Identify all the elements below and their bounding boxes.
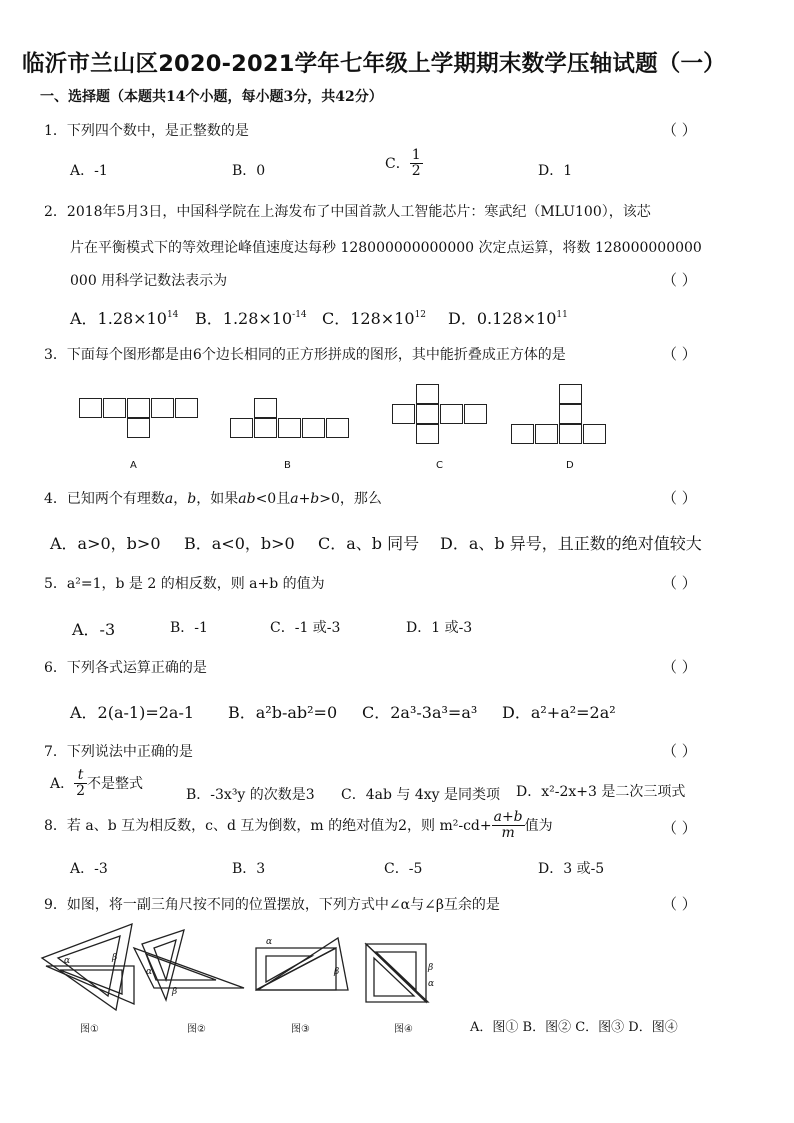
q2-option-c xyxy=(322,306,426,329)
q8-stem xyxy=(44,810,553,840)
net-label-c: C xyxy=(436,460,443,471)
q4-option-a: A．a>0，b>0 xyxy=(50,534,161,553)
fig2-alpha: α xyxy=(146,967,153,977)
q5-option-a: A．-3 xyxy=(72,620,116,639)
fig1-beta: β xyxy=(112,953,118,963)
q2-line-1: 2．2018年5月3日，中国科学院在上海发布了中国首款人工智能芯片：寒武纪（MLU100），该芯 xyxy=(44,204,651,220)
q7-stem: 7．下列说法中正确的是 xyxy=(44,744,193,760)
q5-option-b: B．-1 xyxy=(170,620,208,636)
q4-answer-bracket: （ ） xyxy=(662,489,697,507)
q1-option-b: B．0 xyxy=(232,163,266,179)
q5-option-d: D．1 或-3 xyxy=(406,620,473,636)
fig3-beta: β xyxy=(334,967,340,977)
q2-line-3: 000 用科学记数法表示为 xyxy=(70,273,228,289)
q7-fraction xyxy=(74,768,87,798)
q8-stem-part-2: 值为 xyxy=(524,818,553,835)
q5-answer-bracket: （ ） xyxy=(662,574,697,592)
page-title: 临沂市兰山区2020-2021学年七年级上学期期末数学压轴试题（一） xyxy=(22,51,726,77)
q4-stem-part-4: >0，那么 xyxy=(319,491,382,507)
q8-fraction-denominator: m xyxy=(501,824,515,841)
q6-option-a: A．2(a-1)=2a-1 xyxy=(70,703,195,722)
q7-option-c: C．4ab 与 4xy 是同类项 xyxy=(341,787,500,803)
q1-option-a: A．-1 xyxy=(70,163,108,179)
section-heading: 一、选择题（本题共14个小题，每小题3分，共42分） xyxy=(40,89,383,105)
q2-option-a-base: A．1.28×10 xyxy=(70,309,167,328)
q9-options: A．图① B．图② C．图③ D．图④ xyxy=(470,1020,678,1035)
q9-stem: 9．如图，将一副三角尺按不同的位置摆放，下列方式中∠α与∠β互余的是 xyxy=(44,897,500,913)
q6-option-c: C．2a³-3a³=a³ xyxy=(362,703,478,722)
q1-option-c xyxy=(385,148,423,178)
fig-caption-1: 图① xyxy=(80,1024,99,1035)
net-label-a: A xyxy=(130,460,137,471)
q5-stem: 5．a²=1，b 是 2 的相反数，则 a+b 的值为 xyxy=(44,576,325,592)
q2-option-d xyxy=(448,306,568,329)
q4-stem-part-1: 4．已知两个有理数 xyxy=(44,491,165,507)
q8-option-d: D．3 或-5 xyxy=(538,861,605,877)
q6-answer-bracket: （ ） xyxy=(662,658,697,676)
q8-fraction-numerator: a+b xyxy=(493,809,523,825)
q2-line-2: 片在平衡模式下的等效理论峰值速度达每秒 128000000000000 次定点运算，将数 128000000000 xyxy=(70,240,702,256)
q3-stem: 3．下面每个图形都是由6个边长相同的正方形拼成的图形，其中能折叠成正方体的是 xyxy=(44,347,566,363)
fig4-beta: β xyxy=(428,963,434,973)
q8-option-b: B．3 xyxy=(232,861,266,877)
q9-triangle-figures xyxy=(36,918,456,1022)
figure-1 xyxy=(42,924,134,1010)
q2-option-a xyxy=(70,306,178,329)
q2-option-d-base: D．0.128×10 xyxy=(448,309,557,328)
net-label-d: D xyxy=(566,460,574,471)
q1-fraction-numerator: 1 xyxy=(411,147,421,163)
q4-option-b: B．a<0，b>0 xyxy=(184,534,295,553)
q8-answer-bracket: （ ） xyxy=(662,819,697,837)
q2-answer-bracket: （ ） xyxy=(662,271,697,289)
q6-option-b: B．a²b-ab²=0 xyxy=(228,703,338,722)
fig1-alpha: α xyxy=(64,956,71,966)
q2-option-d-exponent: 11 xyxy=(556,310,568,320)
q1-fraction-denominator: 2 xyxy=(411,162,421,179)
fig-caption-4: 图④ xyxy=(394,1024,413,1035)
figure-4 xyxy=(366,944,428,1002)
q8-stem-part-1: 8．若 a、b 互为相反数，c、d 互为倒数，m 的绝对值为2，则 m²-cd+ xyxy=(44,818,492,835)
q2-option-c-base: C．128×10 xyxy=(322,309,415,328)
q7-answer-bracket: （ ） xyxy=(662,742,697,760)
q4-stem-part-3: <0且 xyxy=(255,491,291,507)
q2-option-b-base: B．1.28×10 xyxy=(195,309,293,328)
q2-option-a-exponent: 14 xyxy=(166,310,179,320)
q7-option-a-tail: 不是整式 xyxy=(87,776,144,793)
q8-fraction xyxy=(492,810,525,840)
q1-stem: 1．下列四个数中，是正整数的是 xyxy=(44,123,249,139)
q2-option-c-exponent: 12 xyxy=(414,310,427,320)
q1-fraction xyxy=(410,148,423,178)
fig4-alpha: α xyxy=(428,979,435,989)
q7-option-b: B．-3x³y 的次数是3 xyxy=(186,787,315,803)
q2-option-b xyxy=(195,306,307,329)
fig-caption-2: 图② xyxy=(187,1024,206,1035)
fig-caption-3: 图③ xyxy=(291,1024,310,1035)
q8-option-a: A．-3 xyxy=(70,861,108,877)
q5-option-c: C．-1 或-3 xyxy=(270,620,341,636)
q8-option-c: C．-5 xyxy=(384,861,423,877)
figure-2 xyxy=(134,930,244,1000)
q7-fraction-denominator: 2 xyxy=(76,782,86,799)
fig3-alpha: α xyxy=(266,937,273,947)
q6-stem: 6．下列各式运算正确的是 xyxy=(44,660,207,676)
q7-option-a xyxy=(50,768,143,798)
q9-answer-bracket: （ ） xyxy=(662,895,697,913)
q1-answer-bracket: （ ） xyxy=(662,121,697,139)
q7-option-d: D．x²-2x+3 是二次三项式 xyxy=(516,784,686,800)
q6-option-d: D．a²+a²=2a² xyxy=(502,703,616,722)
q1-option-c-label: C． xyxy=(385,156,410,173)
fig2-beta: β xyxy=(172,987,178,997)
q4-stem-part-2: ，如果 xyxy=(196,491,239,507)
q7-option-a-label: A． xyxy=(50,776,75,793)
q3-answer-bracket: （ ） xyxy=(662,345,697,363)
q2-option-b-exponent: -14 xyxy=(292,310,307,320)
net-label-b: B xyxy=(284,460,291,471)
q4-stem: 4．已知两个有理数a，b，如果ab<0且a+b>0，那么 xyxy=(44,491,382,507)
q1-option-d: D．1 xyxy=(538,163,573,179)
q4-option-d: D．a、b 异号，且正数的绝对值较大 xyxy=(440,534,702,553)
q4-option-c: C．a、b 同号 xyxy=(318,534,420,553)
q7-fraction-numerator: t xyxy=(74,768,87,784)
